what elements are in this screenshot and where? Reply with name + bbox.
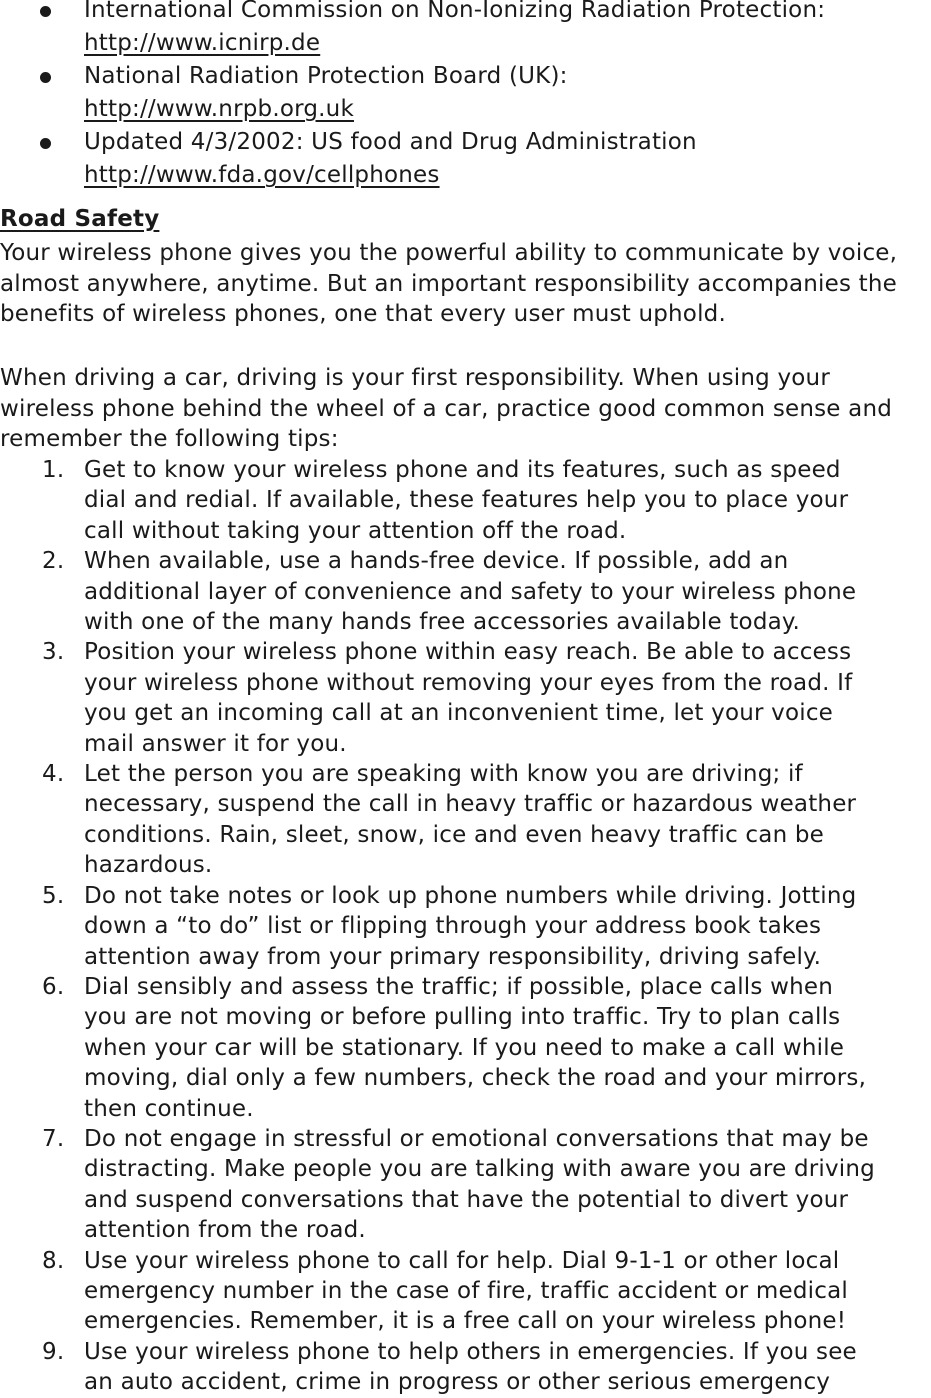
list-item [0,126,931,192]
resource-link-list [0,0,931,192]
fda-link[interactable]: http://www.fda.gov/cellphones [84,162,440,188]
tip-text-line: Position your wireless phone within easy reach. Be able to access [84,639,852,666]
link-label: International Commission on Non-Ionizing Radiation Protection: [84,0,826,23]
safety-tips-list [0,455,931,1398]
tip-text-line: Get to know your wireless phone and its features, such as speed [84,457,841,483]
tip-text-line: you get an incoming call at an inconvenient time, let your voice [84,700,834,727]
tip-text-line: you are not moving or before pulling into traffic. Try to plan calls [84,1004,841,1031]
tip-item [0,759,931,881]
tip-number: 3. [42,639,65,666]
tip-item [0,972,931,1124]
tip-text-line: Let the person you are speaking with know you are driving; if [84,761,803,788]
bullet-icon [40,138,51,149]
tip-text-line: When available, use a hands-free device. If possible, add an [84,548,789,575]
tip-text-line: moving, dial only a few numbers, check the road and your mirrors, [84,1065,867,1092]
tip-text-line: Do not engage in stressful or emotional conversations that may be [84,1125,869,1152]
link-label: Updated 4/3/2002: US food and Drug Administration [84,129,697,155]
link-label: National Radiation Protection Board (UK): [84,63,568,89]
tip-number: 5. [42,882,65,909]
tip-text-line: Use your wireless phone to call for help. Dial 9-1-1 or other local [84,1247,840,1274]
tip-text-line: when your car will be stationary. If you need to make a call while [84,1034,845,1061]
tip-item [0,1124,931,1246]
tip-text-line: distracting. Make people you are talking with aware you are driving [84,1156,875,1183]
tip-item [0,1337,931,1398]
list-item [0,0,931,60]
tip-text-line: attention away from your primary responsibility, driving safely. [84,943,822,970]
tip-text-line: dial and redial. If available, these features help you to place your [84,487,849,514]
tip-text-line: an auto accident, crime in progress or other serious emergency [84,1369,831,1396]
tip-number: 8. [42,1247,65,1274]
tip-text-line: and suspend conversations that have the potential to divert your [84,1186,849,1213]
tip-number: 4. [42,761,65,788]
list-item [0,60,931,126]
tip-text-line: mail answer it for you. [84,730,347,757]
tip-text-line: Use your wireless phone to help others in emergencies. If you see [84,1338,857,1365]
tip-text-line: emergency number in the case of fire, traffic accident or medical [84,1277,848,1304]
tip-text-line: call without taking your attention off the road. [84,517,627,544]
tip-text-line: with one of the many hands free accessories available today. [84,609,800,636]
tip-number: 7. [42,1125,65,1152]
driving-paragraph: When driving a car, driving is your first responsibility. When using your wireless phone behind the wheel of a car, practice good common sense and remember the following tips: [0,365,893,452]
tip-text-line: attention from the road. [84,1217,366,1244]
tip-text-line: conditions. Rain, sleet, snow, ice and even heavy traffic can be [84,821,825,848]
tip-text-line: necessary, suspend the call in heavy traffic or hazardous weather [84,791,857,818]
tip-text-line: down a “to do” list or flipping through your address book takes [84,913,822,940]
tip-text-line: Do not take notes or look up phone numbers while driving. Jotting [84,882,857,909]
tip-text-line: your wireless phone without removing your eyes from the road. If [84,669,853,696]
icnirp-link[interactable]: http://www.icnirp.de [84,30,321,56]
bullet-icon [40,72,51,83]
tip-item [0,1246,931,1337]
tip-item [0,881,931,972]
section-title: Road Safety [0,206,160,232]
tip-number: 6. [42,973,65,1000]
tip-text-line: additional layer of convenience and safety to your wireless phone [84,578,857,605]
tip-number: 1. [42,457,65,483]
tip-number: 2. [42,548,65,575]
tip-text-line: emergencies. Remember, it is a free call on your wireless phone! [84,1308,847,1335]
nrpb-link[interactable]: http://www.nrpb.org.uk [84,96,354,122]
tip-number: 9. [42,1338,65,1365]
tip-text-line: Dial sensibly and assess the traffic; if possible, place calls when [84,973,833,1000]
tip-text-line: then continue. [84,1095,254,1122]
bullet-icon [40,6,51,17]
tip-item [0,637,931,759]
tip-item [0,546,931,637]
intro-paragraph: Your wireless phone gives you the powerful ability to communicate by voice, almost anywhere, anytime. But an important responsibility accompanies the benefits of wireless phones, one that every user must uphold. [0,240,898,327]
tip-item [0,455,931,546]
tip-text-line: hazardous. [84,852,213,879]
